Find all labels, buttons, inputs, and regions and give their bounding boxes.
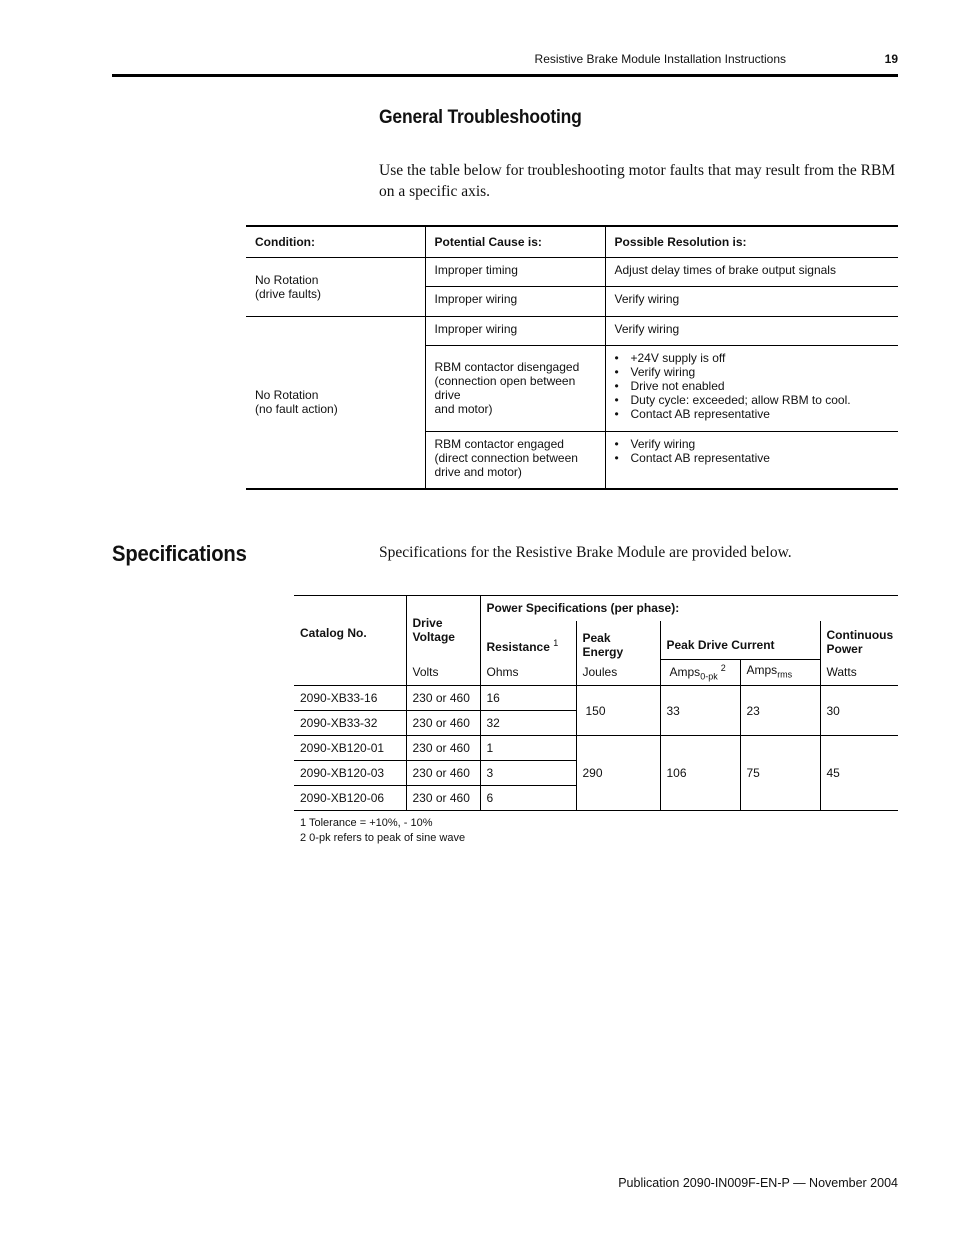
table-header-row: [246, 226, 898, 258]
unit-subscript: rms: [777, 669, 793, 680]
peak-current-rms-cell: 75: [740, 736, 820, 811]
col-header-peak-drive-current: Peak Drive Current: [660, 621, 820, 660]
continuous-power-cell: 30: [820, 686, 898, 736]
cause-cell: Improper wiring: [425, 317, 605, 346]
unit-cell: [294, 660, 406, 686]
list-item: • Contact AB representative: [631, 451, 890, 465]
catalog-cell: 2090-XB33-32: [300, 716, 378, 730]
resistance-cell: 6: [480, 786, 576, 811]
resolution-cell: [605, 432, 898, 489]
list-item: • +24V supply is off: [631, 351, 890, 365]
col-header-peak-energy: Peak Energy: [576, 621, 660, 660]
catalog-cell: 2090-XB33-16: [300, 691, 378, 705]
resolution-cell: Verify wiring: [605, 287, 898, 317]
publication-footer: Publication 2090-IN009F-EN-P — November 2004: [618, 1176, 898, 1190]
voltage-cell: 230 or 460: [406, 711, 480, 736]
resolution-cell: [605, 346, 898, 432]
unit-text: Amps: [669, 665, 701, 680]
header-line: Voltage: [412, 629, 455, 644]
table-row: [246, 317, 898, 346]
footnote-ref: 2: [720, 663, 726, 674]
specifications-table: [294, 595, 898, 811]
voltage-cell: 230 or 460: [406, 736, 480, 761]
specifications-heading: Specifications: [112, 541, 247, 566]
footnote-1: 1 Tolerance = +10%, - 10%: [300, 817, 433, 829]
resolution-list: [615, 437, 890, 465]
header-line: Continuous: [826, 628, 894, 642]
col-header-resistance: [480, 621, 576, 660]
catalog-cell: 2090-XB120-06: [300, 791, 385, 805]
cause-cell: Improper timing: [425, 258, 605, 287]
col-header-continuous-power: [820, 621, 898, 660]
list-item: • Drive not enabled: [631, 379, 890, 393]
footnote-2: 2 0-pk refers to peak of sine wave: [300, 832, 466, 844]
unit-cell: Ohms: [480, 660, 576, 686]
voltage-cell: 230 or 460: [406, 761, 480, 786]
specifications-intro: Specifications for the Resistive Brake Module are provided below.: [379, 544, 792, 561]
cause-cell: [425, 432, 605, 489]
condition-cell: [246, 317, 425, 489]
troubleshooting-intro: Use the table below for troubleshooting motor faults that may result from the RBM on a specific axis.: [379, 162, 896, 200]
catalog-cell: 2090-XB120-01: [300, 741, 385, 755]
list-item: • Verify wiring: [631, 365, 890, 379]
resolution-cell: Verify wiring: [605, 317, 898, 346]
condition-cell: [246, 258, 425, 317]
col-header-resolution: Possible Resolution is:: [605, 226, 898, 258]
header-text: Resistance: [486, 640, 550, 654]
cause-line: RBM contactor disengaged: [434, 360, 580, 374]
units-row: [294, 660, 898, 686]
col-header-catalog: Catalog No.: [300, 625, 367, 640]
unit-cell: [660, 660, 740, 686]
list-item: • Contact AB representative: [631, 407, 890, 421]
table-header-row: [294, 596, 898, 621]
peak-current-0pk-cell: 33: [660, 686, 740, 736]
unit-cell: Joules: [576, 660, 660, 686]
col-header-condition: Condition:: [255, 235, 315, 249]
resistance-cell: 32: [480, 711, 576, 736]
unit-cell: Watts: [820, 660, 898, 686]
table-row: [294, 736, 898, 761]
condition-line: No Rotation: [255, 387, 319, 402]
condition-line: (no fault action): [255, 401, 338, 416]
resolution-cell: Adjust delay times of brake output signals: [605, 258, 898, 287]
list-item: • Duty cycle: exceeded; allow RBM to cool.: [631, 393, 890, 407]
header-rule: [112, 74, 898, 77]
catalog-cell: 2090-XB120-03: [300, 766, 385, 780]
resistance-cell: 16: [480, 686, 576, 711]
table-row: [246, 258, 898, 287]
troubleshooting-table: [246, 225, 898, 490]
troubleshooting-heading: General Troubleshooting: [379, 107, 582, 128]
peak-current-0pk-cell: 106: [660, 736, 740, 811]
condition-line: No Rotation: [255, 272, 319, 287]
list-item: • Verify wiring: [631, 437, 890, 451]
voltage-cell: 230 or 460: [406, 686, 480, 711]
peak-energy-cell: 150: [576, 686, 660, 736]
resistance-cell: 3: [480, 761, 576, 786]
col-header-power-specs: Power Specifications (per phase):: [480, 596, 898, 621]
cause-line: and motor): [434, 402, 493, 416]
cause-line: RBM contactor engaged: [434, 437, 564, 451]
peak-current-rms-cell: 23: [740, 686, 820, 736]
header-line: Drive: [412, 615, 443, 630]
cause-cell: [425, 346, 605, 432]
resistance-cell: 1: [480, 736, 576, 761]
unit-subscript: 0-pk: [700, 671, 718, 682]
col-header-drive-voltage: [406, 596, 480, 660]
table-row: [294, 686, 898, 711]
peak-energy-cell: 290: [576, 736, 660, 811]
cause-line: (connection open between drive: [434, 374, 576, 402]
running-header-title: Resistive Brake Module Installation Instructions: [534, 52, 786, 66]
resolution-list: [615, 351, 890, 421]
header-line: Power: [826, 642, 863, 656]
condition-line: (drive faults): [255, 286, 322, 301]
continuous-power-cell: 45: [820, 736, 898, 811]
page-number: 19: [884, 52, 898, 66]
unit-cell: Volts: [406, 660, 480, 686]
col-header-cause: Potential Cause is:: [425, 226, 605, 258]
cause-line: (direct connection between: [434, 451, 578, 465]
voltage-cell: 230 or 460: [406, 786, 480, 811]
cause-cell: Improper wiring: [425, 287, 605, 317]
cause-line: drive and motor): [434, 465, 522, 479]
footnote-ref: 1: [553, 638, 559, 648]
unit-text: Amps: [746, 663, 778, 678]
unit-cell: [740, 660, 820, 686]
